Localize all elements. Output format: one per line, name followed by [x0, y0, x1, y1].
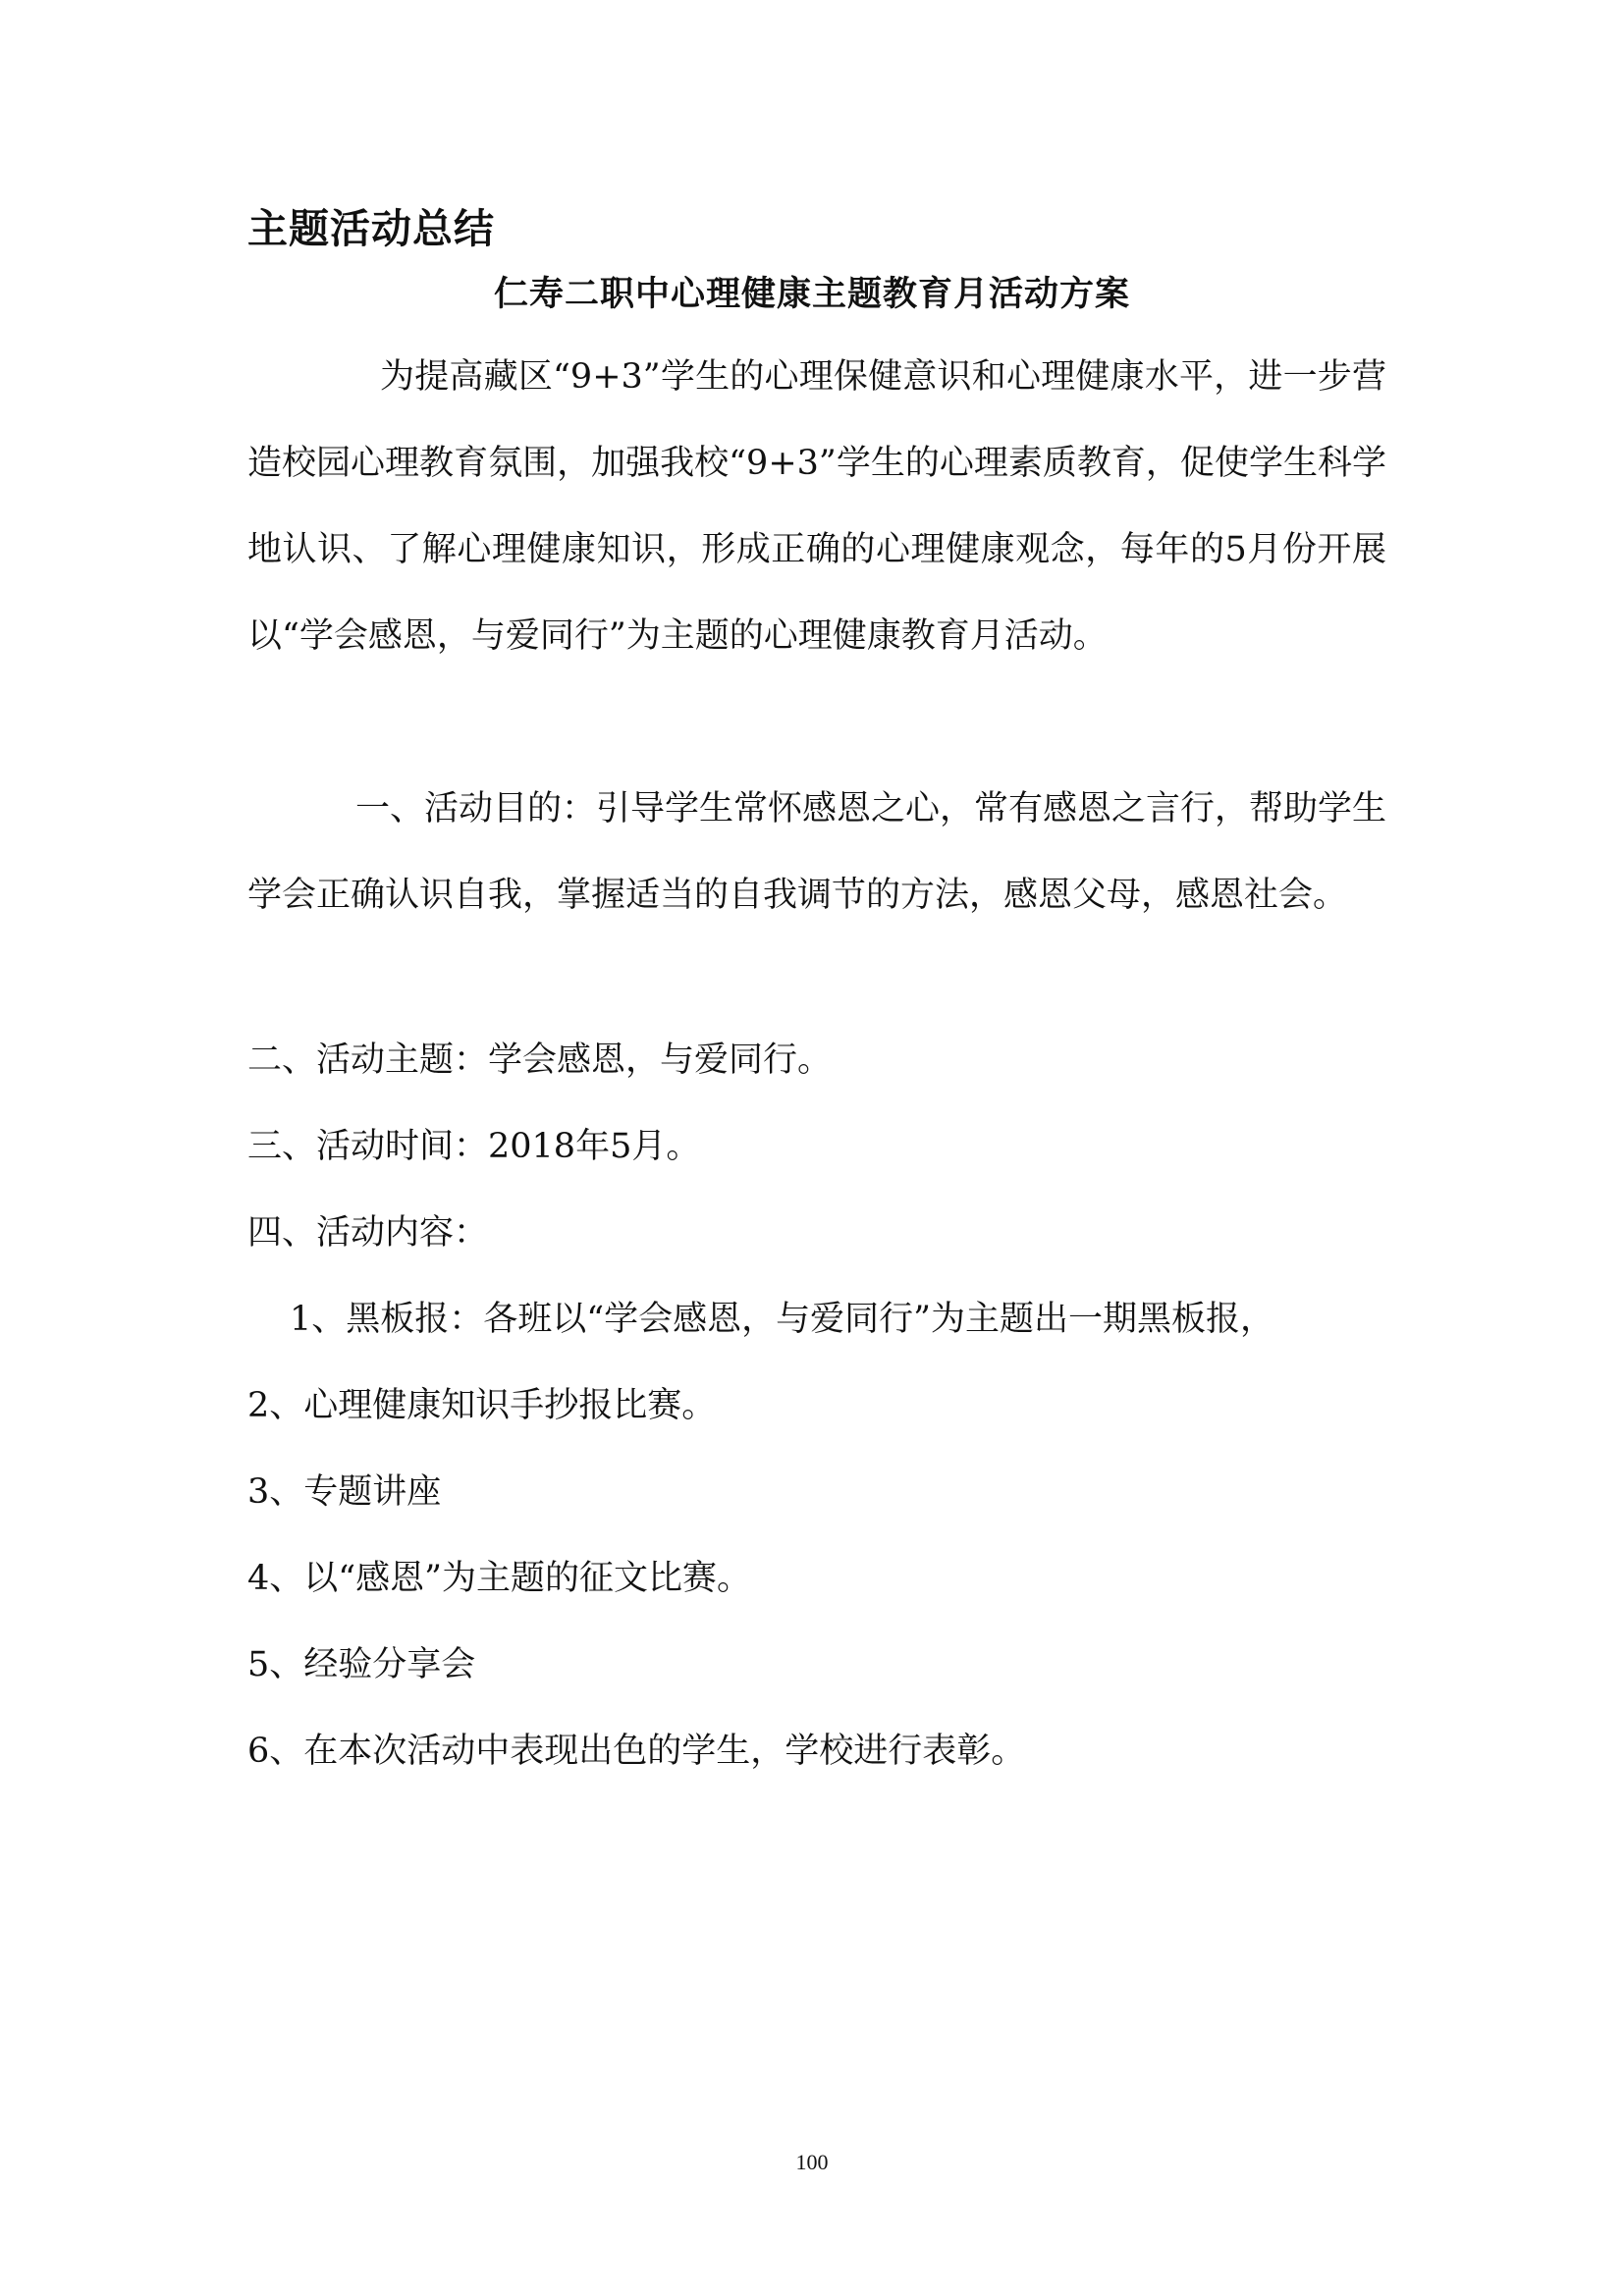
theme-line: 二、活动主题：学会感恩，与爱同行。: [247, 1041, 833, 1080]
purpose-paragraph: 一、活动目的：引导学生常怀感恩之心，常有感恩之言行，帮助学生学会正确认识自我，掌握适当的自我调节的方法，感恩父母，感恩社会。: [247, 789, 1387, 915]
content-item-4: 4、以“感恩”为主题的征文比赛。: [247, 1559, 752, 1598]
content-heading: 四、活动内容：: [247, 1213, 489, 1253]
page-number: 100: [795, 2150, 829, 2174]
section-heading: 主题活动总结: [247, 205, 495, 252]
time-line: 三、活动时间：2018年5月。: [247, 1127, 701, 1166]
content-item-6: 6、在本次活动中表现出色的学生，学校进行表彰。: [247, 1732, 1026, 1771]
content-item-2: 2、心理健康知识手抄报比赛。: [247, 1386, 717, 1425]
content-item-5: 5、经验分享会: [247, 1645, 476, 1684]
content-item-3: 3、专题讲座: [247, 1472, 442, 1512]
content-item-1: 1、黑板报：各班以“学会感恩，与爱同行”为主题出一期黑板报，: [290, 1300, 1275, 1339]
document-title: 仁寿二职中心理健康主题教育月活动方案: [493, 275, 1130, 314]
intro-paragraph: 为提高藏区“9+3”学生的心理保健意识和心理健康水平，进一步营造校园心理教育氛围，加强我校“9+3”学生的心理素质教育，促使学生科学地认识、了解心理健康知识，形成正确的心理健康观念，每年的5月份开展以“学会感恩，与爱同行”为主题的心理健康教育月活动。: [247, 357, 1386, 656]
